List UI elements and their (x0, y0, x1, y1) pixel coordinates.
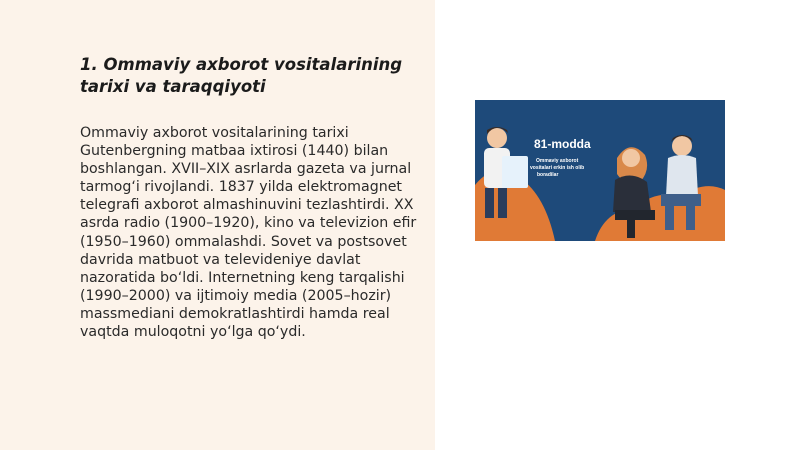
illustration-caption-line-2: vositalari erkin ish olib (530, 165, 585, 171)
slide-body-text: Ommaviy axborot vositalarining tarixi Gutenbergning matbaa ixtirosi (1440) bilan boshlangan. XVII–XIX asrlarda gazeta va jurnal tarmog‘i rivojlandi. 1837 yilda elektromagnet telegrafi axborot almashinuvini tezlashtirdi. XX asrda radio (1900–1920), kino va televizion efir (1950–1960) ommalashdi. Sovet va postsovet davrida matbuot va televideniye davlat nazoratida bo‘ldi. Internetning keng tarqalishi (1990–2000) va ijtimoiy media (2005–hozir) massmediani demokratlashtirdi hamda real vaqtda muloqotni yo‘lga qo‘ydi. (80, 125, 417, 341)
illustration-caption-line-3: boradilar (537, 172, 559, 178)
illustration-image (475, 100, 725, 241)
slide-title: 1. Ommaviy axborot vositalarining tarixi va taraqqiyoti (80, 55, 403, 96)
illustration-heading: 81-modda (534, 137, 591, 151)
info-card (502, 156, 528, 188)
illustration-caption-line-1: Ommaviy axborot (536, 158, 579, 164)
